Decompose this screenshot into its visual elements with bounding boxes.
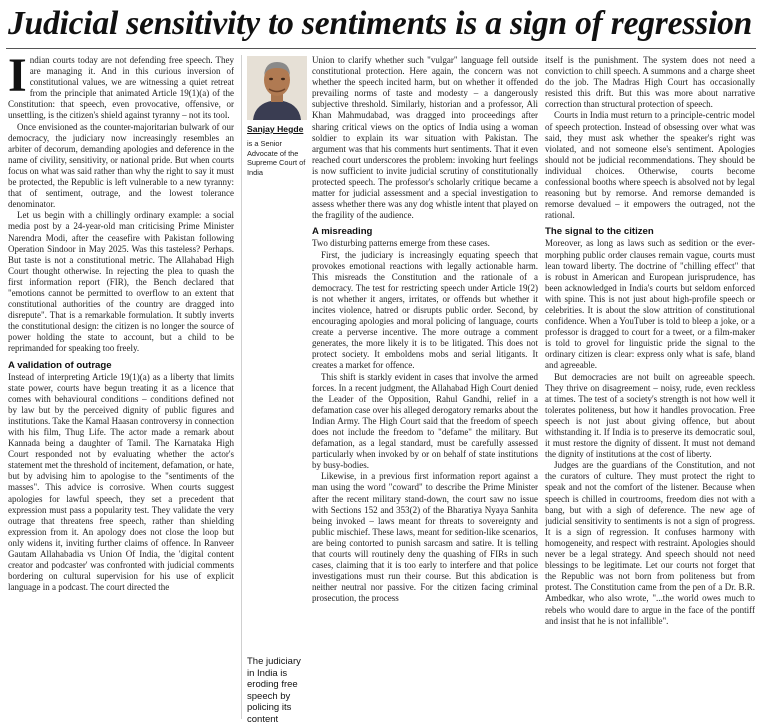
pull-quote: The judiciary in India is eroding free speech by policing its content — [247, 656, 301, 725]
author-portrait-image — [247, 56, 307, 120]
paragraph: This shift is starkly evident in cases that involve the armed forces. In a recent judgment, the Allahabad High Court denied the Leader of the Opposition, Rahul Gandhi, relief in a defamation case over his alleged derogatory remarks about the Indian Army. The High Court said that the freedom of speech does not include the freedom to "defame" the military. But defamation, as a legal standard, must be carefully assessed particularly when invoked by or on behalf of state institutions by busy-bodies. — [312, 371, 538, 471]
paragraph: itself is the punishment. The system does not need a conviction to chill speech. A summons and a charge sheet do the job. The Madras High Court has occasionally resisted this drift. But this was more about narrative correction than structural protection of speech. — [545, 55, 755, 110]
subheading: The signal to the citizen — [545, 226, 654, 238]
paragraph: Let us begin with a chillingly ordinary example: a social media post by a 24-year-old man criticising Prime Minister Narendra Modi, after the ceasefire with Pakistan following Operation Sindoor in May 2025. Was this tasteless? Perhaps. But taste is not a constitutional metric. The Allahabad High Court thought otherwise. In rejecting the plea to quash the first information report (FIR), the Bench declared that "emotions cannot be permitted to overflow to an extent that constitutional authorities of the country are dragged into disrepute". That is a remarkable formulation. It subtly inverts the constitutional design: the citizen is no longer the source of power holding the state to account, but a child to be reprimanded for speaking too freely. — [8, 210, 234, 354]
article-column-2 — [312, 55, 538, 719]
paragraph: Two disturbing patterns emerge from these cases. — [312, 238, 490, 249]
headline-rule — [6, 48, 756, 49]
author-bio: is a Senior Advocate of the Supreme Court of India — [247, 139, 306, 177]
paragraph: First, the judiciary is increasingly equating speech that provokes emotional reactions with legally actionable harm. This misreads the Constitution and the rationale of a democracy. The test for restricting speech under Article 19(2) is not whether it angers, irritates, or offends but whether it incites violence, hatred or disrupts public order. Second, by encouraging apologies and moral policing of language, courts create a perverse incentive. The more outrage a comment generates, the more likely it is to be litigated. This does not protect society. It emboldens mobs and serial litigants. It creates a market for offence. — [312, 249, 538, 371]
subheading: A validation of outrage — [8, 359, 112, 371]
paragraph: Courts in India must return to a principle-centric model of speech protection. Instead of obsessing over what was said, they must ask whether the speaker's right was violated, and not someone else's sentiment. Apologies should not be judicial recommendations. They should be individual choices. Otherwise, courts become confessional booths where speech is absolved not by legal reasoning but by remorse. And remorse demanded is remorse devalued – it empowers the outraged, not the rational. — [545, 110, 755, 221]
column-divider — [241, 55, 242, 719]
article-column-3 — [545, 55, 755, 719]
author-name: Sanjay Hegde — [247, 124, 304, 134]
paragraph: Indian courts today are not defending free speech. They are managing it. And in this curious inversion of constitutional values, we are witnessing a quiet retreat from the principle that animated Article 19(1)(a) of the Constitution: that speech, even provocative, offensive, or unsettling, is the citizen's shield against tyranny – not its tool. — [8, 55, 234, 121]
article-column-1 — [8, 55, 234, 719]
drop-cap: I — [8, 55, 27, 102]
paragraph: Union to clarify whether such "vulgar" language fell outside constitutional protection. Here again, the concern was not whether the speech incited harm, but on whether it offended prevailing norms of taste and modesty – a dangerously subjective threshold. Similarly, historian and a professor, Ali Khan Mahmudabad, was dragged into proceedings after sharing critical views on the optics of India using a woman soldier to explain its war situation with Pakistan. The argument was that his comments hurt sentiments. That it even reached court underscores the problem: invoking hurt feelings is now sufficient to invite judicial scrutiny of constitutionally protected speech. The professor's scholarly critique became a matter for judicial assessment and a special investigation to assess whether there was any dog whistle intent that played on the fragility of the audience. — [312, 55, 538, 221]
author-photo — [247, 56, 307, 120]
paragraph: Moreover, as long as laws such as sedition or the ever-morphing public order clauses remain vague, courts must lean toward liberty. The doctrine of "chilling effect" that is robust in American and European jurisprudence, has been acknowledged in India's courts but seldom enforced with spine. This is not just about high-profile speech or celebrities. It is about the slow attrition of constitutional confidence. When a YouTuber is told to bleep a joke, or a professor is dragged to court for a tweet, or a film-maker is told to grovel for linguistic pride the signal to the ordinary citizen is clear: express only what is safe, bland and agreeable. — [545, 238, 755, 371]
paragraph: Likewise, in a previous first information report against a man using the word "coward" to describe the Prime Minister after the recent military stand-down, the court saw no issue with Sections 152 and 353(2) of the Bharatiya Nyaya Sanhita being invoked – laws meant for threats to sovereignty and public mischief. These laws, meant for sedition-like scenarios, are being contorted to punish sarcasm and satire. It is telling that courts will routinely deny the quashing of FIRs in such cases, claiming that it is too early to interfere and that police investigations must run their course. But this abdication is neither neutral nor passive. For the citizen facing criminal prosecution, the process — [312, 471, 538, 604]
headline: Judicial sensitivity to sentiments is a sign of regression — [8, 5, 753, 42]
paragraph: Judges are the guardians of the Constitution, and not the curators of culture. They must protect the right to speak and not the comfort of the listener. Because when speech is chilled in courtrooms, freedom dies not with a bang, but with a sigh of deference. The new age of judicial sensitivity to sentiments is not a sign of progress. It is a sign of regression. It confuses harmony with homogeneity, and respect with restraint. Apologies should never be a legal strategy. And speech should not need blessings to be legitimate. Let our courts not forget that the Republic was not born from politeness but from protest. The Constitution came from the pen of a Dr. B.R. Ambedkar, who also wrote, "...the world owes much to rebels who would dare to argue in the face of the pontiff and insist that he is not infallible". — [545, 460, 755, 626]
paragraph: Once envisioned as the counter-majoritarian bulwark of our democracy, the judiciary now increasingly resembles an arbiter of decorum, demanding apologies and deference in the name of civility, sensitivity, or national pride. But when courts focus on what was said rather than why the right to say it must be protected, the Republic is left vulnerable to a new tyranny: that of sentiment, outrage, and the lowest tolerance denominator. — [8, 121, 234, 210]
paragraph: Instead of interpreting Article 19(1)(a) as a liberty that limits state power, courts have begun treating it as a licence that comes with behavioural conditions – conditions defined not by law but by the perceived dignity of public figures and institutions. Take the Kamal Haasan controversy in connection with his film, Thug Life. The actor made a remark about Kannada being a daughter of Tamil. The Karnataka High Court responded not by evaluating whether the actor's statement met the threshold of incitement, defamation, or hate, but by advising him to apologise to the "sentiments of the masses". This advice is corrosive. When courts suggest apologies for lawful speech, they set a precedent that expression must pass a popularity test. They validate the very outrage that threatens free speech, rather than shielding expression from it. An apology does not close the loop but only widens it, inviting further claims of offence. In Ranveer Gautam Allahabadia vs Union Of India, the 'digital content creator and podcaster' was confronted with judicial comments bordering on cultural supervision for his use of explicit language in a podcast. The court directed the — [8, 371, 234, 593]
paragraph: But democracies are not built on agreeable speech. They thrive on disagreement – noisy, rude, even reckless at times. The test of a society's strength is not how well it tolerates politeness, but how it handles provocation. Free speech is not just about giving offence, but about withstanding it. If India is to preserve its democratic soul, it must restore the dignity of dissent. It must not demand the dignity of institutions at the cost of liberty. — [545, 371, 755, 460]
subheading: A misreading — [312, 226, 373, 238]
